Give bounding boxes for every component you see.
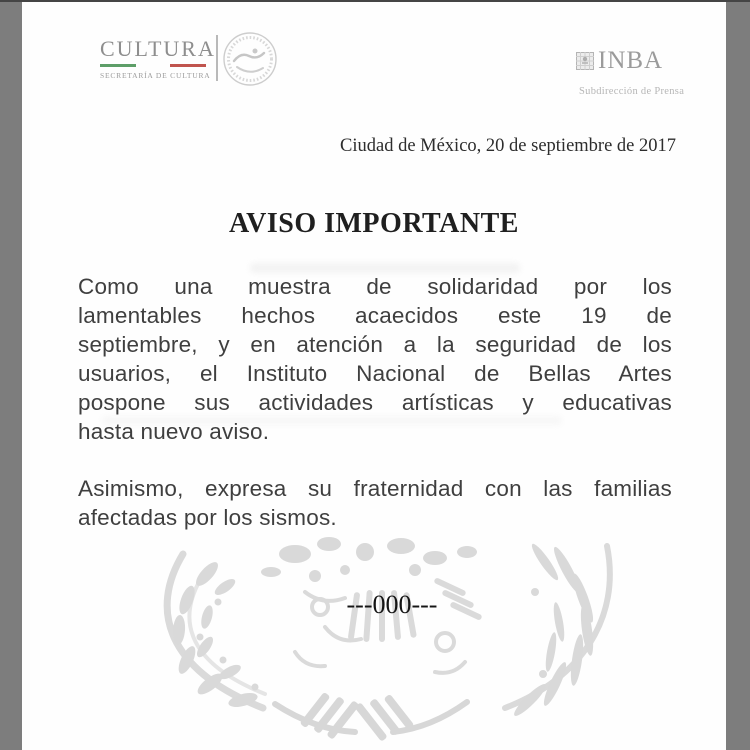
cultura-rule	[100, 64, 206, 67]
inba-grid-icon	[576, 52, 594, 70]
body-line: hasta nuevo aviso.	[78, 419, 270, 444]
body-line: Como una muestra de solidaridad por los	[78, 274, 672, 299]
body-line: afectadas por los sismos.	[78, 505, 337, 530]
cultura-wordmark: CULTURA	[100, 36, 216, 61]
dateline: Ciudad de México, 20 de septiembre de 2017	[340, 136, 676, 156]
cultura-logo	[100, 36, 216, 80]
logo-divider	[216, 35, 218, 81]
body-paragraph-1	[78, 272, 672, 446]
body-paragraph-2	[78, 474, 672, 532]
inba-subtitle: Subdirección de Prensa	[579, 86, 685, 97]
mexican-seal-watermark-icon	[115, 532, 625, 747]
body-line: lamentables hechos acaecidos este 19 de	[78, 303, 672, 328]
end-marker: ---000---	[346, 590, 438, 619]
body-line: Asimismo, expresa su fraternidad con las familias	[78, 476, 672, 501]
green-rule-segment	[100, 64, 136, 67]
body-line: usuarios, el Instituto Nacional de Bellas Artes	[78, 361, 672, 386]
page-title: AVISO IMPORTANTE	[229, 208, 519, 239]
inba-wordmark: INBA	[598, 47, 664, 74]
document-page	[22, 2, 726, 750]
body-line: septiembre, y en atención a la seguridad de los	[78, 332, 672, 357]
red-rule-segment	[170, 64, 206, 67]
body-line: pospone sus actividades artísticas y educativas	[78, 390, 672, 415]
cultura-tagline: SECRETARÍA DE CULTURA	[100, 71, 211, 80]
mexican-seal-icon	[222, 31, 278, 87]
inba-logo	[576, 48, 663, 73]
